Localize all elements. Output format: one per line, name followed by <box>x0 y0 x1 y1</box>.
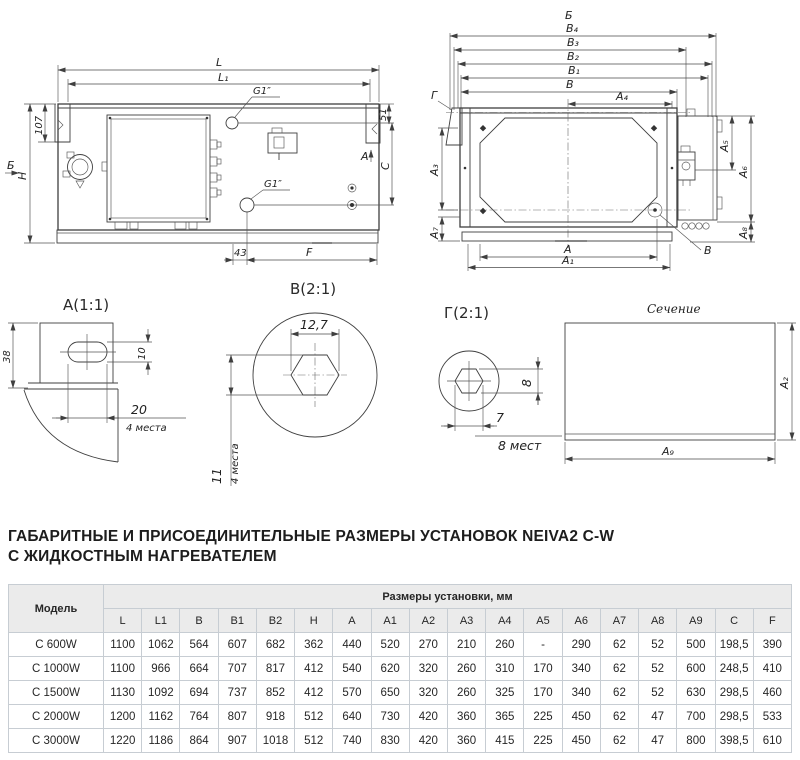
value-cell: 707 <box>218 657 256 681</box>
value-cell: 325 <box>486 681 524 705</box>
page-title-line1: ГАБАРИТНЫЕ И ПРИСОЕДИНИТЕЛЬНЫЕ РАЗМЕРЫ УСТАНОВОК NEIVA2 C-W <box>8 528 615 545</box>
value-cell: 365 <box>486 705 524 729</box>
value-cell: 512 <box>295 729 333 753</box>
dim-label-B4: B₄ <box>566 22 578 35</box>
value-cell: 830 <box>371 729 409 753</box>
value-cell: 47 <box>639 705 677 729</box>
value-cell: 420 <box>409 729 447 753</box>
value-cell: 62 <box>600 681 638 705</box>
value-cell: 450 <box>562 729 600 753</box>
value-cell: 817 <box>256 657 294 681</box>
value-cell: 1100 <box>104 633 142 657</box>
table-subheader-row <box>9 609 792 633</box>
table-header-row <box>9 585 792 609</box>
value-cell: 1062 <box>142 633 180 657</box>
dim-label-38: 38 <box>2 350 13 363</box>
value-cell: 210 <box>447 633 485 657</box>
size-group-header: Размеры установки, мм <box>104 585 792 609</box>
dim-column-header: A7 <box>600 609 638 633</box>
detail-a-title: А(1:1) <box>63 296 110 314</box>
dim-label-11: 11 <box>209 468 224 484</box>
dim-label-C: C <box>379 162 392 170</box>
value-cell: 1018 <box>256 729 294 753</box>
value-cell: 52 <box>639 657 677 681</box>
value-cell: 682 <box>256 633 294 657</box>
value-cell: 600 <box>677 657 715 681</box>
value-cell: 1100 <box>104 657 142 681</box>
value-cell: 52 <box>639 633 677 657</box>
value-cell: 570 <box>333 681 371 705</box>
value-cell: 260 <box>447 681 485 705</box>
value-cell: 420 <box>409 705 447 729</box>
value-cell: 362 <box>295 633 333 657</box>
value-cell: 807 <box>218 705 256 729</box>
model-column-header: Модель <box>9 585 104 633</box>
value-cell: 360 <box>447 705 485 729</box>
dim-column-header: A3 <box>447 609 485 633</box>
dim-label-43: 43 <box>234 248 247 259</box>
value-cell: 290 <box>562 633 600 657</box>
dim-column-header: B2 <box>256 609 294 633</box>
value-cell: 730 <box>371 705 409 729</box>
front-view-drawing <box>428 9 755 271</box>
value-cell: 540 <box>333 657 371 681</box>
detail-g-places: 8 мест <box>498 438 542 453</box>
dim-label-A9: A₉ <box>662 445 674 458</box>
model-cell: С 600W <box>9 633 104 657</box>
value-cell: 170 <box>524 657 562 681</box>
value-cell: 62 <box>600 657 638 681</box>
dim-label-A4: A₄ <box>616 90 628 103</box>
value-cell: 1200 <box>104 705 142 729</box>
value-cell: 298,5 <box>715 681 753 705</box>
dim-label-B2: B₂ <box>567 50 579 63</box>
value-cell: 664 <box>180 657 218 681</box>
value-cell: 864 <box>180 729 218 753</box>
value-cell: 740 <box>333 729 371 753</box>
value-cell: 630 <box>677 681 715 705</box>
dim-column-header: B <box>180 609 218 633</box>
dim-label-A: A <box>564 243 572 256</box>
model-cell: С 3000W <box>9 729 104 753</box>
value-cell: 607 <box>218 633 256 657</box>
detail-a-places: 4 места <box>126 423 167 434</box>
dim-label-12-7: 12,7 <box>300 317 328 332</box>
value-cell: - <box>524 633 562 657</box>
value-cell: 62 <box>600 633 638 657</box>
table-row <box>9 633 792 657</box>
value-cell: 800 <box>677 729 715 753</box>
dim-label-B1: B₁ <box>568 64 580 77</box>
page-title-line2: С ЖИДКОСТНЫМ НАГРЕВАТЕЛЕМ <box>8 548 277 565</box>
dim-label-A-arrow: A <box>361 150 369 163</box>
dim-column-header: L1 <box>142 609 180 633</box>
section-title: Сечение <box>647 302 701 316</box>
detail-a-drawing <box>2 296 186 462</box>
model-cell: С 1000W <box>9 657 104 681</box>
value-cell: 460 <box>753 681 791 705</box>
dim-label-A8: A₈ <box>737 227 750 239</box>
dim-label-107: 107 <box>34 115 45 135</box>
value-cell: 52 <box>639 681 677 705</box>
dim-column-header: A2 <box>409 609 447 633</box>
dim-column-header: A5 <box>524 609 562 633</box>
view-title: Б <box>565 9 573 22</box>
value-cell: 47 <box>639 729 677 753</box>
value-cell: 512 <box>295 705 333 729</box>
dim-label-8: 8 <box>519 379 534 387</box>
dim-label-L1: L₁ <box>218 71 229 84</box>
dim-label-7: 7 <box>496 410 504 425</box>
value-cell: 340 <box>562 657 600 681</box>
value-cell: 260 <box>486 633 524 657</box>
dim-column-header: A6 <box>562 609 600 633</box>
model-cell: С 2000W <box>9 705 104 729</box>
value-cell: 62 <box>600 729 638 753</box>
value-cell: 225 <box>524 705 562 729</box>
value-cell: 907 <box>218 729 256 753</box>
dim-column-header: H <box>295 609 333 633</box>
dim-label-51: 51 <box>378 108 389 121</box>
value-cell: 1162 <box>142 705 180 729</box>
value-cell: 298,5 <box>715 705 753 729</box>
value-cell: 340 <box>562 681 600 705</box>
value-cell: 620 <box>371 657 409 681</box>
detail-b-title: В(2:1) <box>290 280 337 298</box>
detail-g-title: Г(2:1) <box>444 304 489 322</box>
dim-column-header: F <box>753 609 791 633</box>
value-cell: 450 <box>562 705 600 729</box>
dim-column-header: A4 <box>486 609 524 633</box>
value-cell: 248,5 <box>715 657 753 681</box>
value-cell: 1092 <box>142 681 180 705</box>
value-cell: 412 <box>295 657 333 681</box>
dim-label-B: B <box>566 78 574 91</box>
detail-g-drawing <box>439 304 562 453</box>
detail-callout-B: B <box>704 244 712 257</box>
value-cell: 198,5 <box>715 633 753 657</box>
value-cell: 170 <box>524 681 562 705</box>
value-cell: 1186 <box>142 729 180 753</box>
value-cell: 650 <box>371 681 409 705</box>
value-cell: 310 <box>486 657 524 681</box>
value-cell: 640 <box>333 705 371 729</box>
dim-label-A3: A₃ <box>428 164 441 176</box>
value-cell: 320 <box>409 657 447 681</box>
dimensions-table <box>8 584 792 753</box>
value-cell: 610 <box>753 729 791 753</box>
dim-column-header: B1 <box>218 609 256 633</box>
value-cell: 62 <box>600 705 638 729</box>
value-cell: 270 <box>409 633 447 657</box>
page-title <box>8 527 788 567</box>
dim-column-header: L <box>104 609 142 633</box>
value-cell: 1130 <box>104 681 142 705</box>
dim-label-L: L <box>216 56 223 69</box>
dim-label-A5: A₅ <box>718 140 731 152</box>
dim-column-header: A <box>333 609 371 633</box>
value-cell: 737 <box>218 681 256 705</box>
value-cell: 398,5 <box>715 729 753 753</box>
dim-label-A6: A₆ <box>737 166 750 178</box>
value-cell: 533 <box>753 705 791 729</box>
dim-label-20: 20 <box>131 402 147 417</box>
value-cell: 694 <box>180 681 218 705</box>
side-view-drawing <box>5 56 394 265</box>
value-cell: 1220 <box>104 729 142 753</box>
value-cell: 260 <box>447 657 485 681</box>
value-cell: 225 <box>524 729 562 753</box>
value-cell: 918 <box>256 705 294 729</box>
dim-label-B3: B₃ <box>567 36 579 49</box>
dim-label-10: 10 <box>137 347 148 360</box>
value-cell: 852 <box>256 681 294 705</box>
value-cell: 360 <box>447 729 485 753</box>
detail-b-drawing <box>209 280 377 486</box>
value-cell: 966 <box>142 657 180 681</box>
view-direction-label: Б <box>7 159 15 172</box>
dim-label-A2: A₂ <box>778 377 791 389</box>
value-cell: 412 <box>295 681 333 705</box>
value-cell: 520 <box>371 633 409 657</box>
table-row <box>9 657 792 681</box>
g1-top-label: G1″ <box>253 86 271 97</box>
dim-column-header: C <box>715 609 753 633</box>
value-cell: 390 <box>753 633 791 657</box>
table-row <box>9 729 792 753</box>
dim-label-A1: A₁ <box>562 254 574 267</box>
dim-label-F: F <box>306 246 313 259</box>
detail-b-places: 4 места <box>230 443 241 484</box>
dim-column-header: A8 <box>639 609 677 633</box>
value-cell: 764 <box>180 705 218 729</box>
model-cell: С 1500W <box>9 681 104 705</box>
dim-column-header: A1 <box>371 609 409 633</box>
detail-callout-G: Г <box>431 89 438 102</box>
section-drawing <box>565 302 796 464</box>
value-cell: 410 <box>753 657 791 681</box>
value-cell: 700 <box>677 705 715 729</box>
value-cell: 440 <box>333 633 371 657</box>
dim-label-A7: A₇ <box>428 227 441 239</box>
g1-bottom-label: G1″ <box>264 179 282 190</box>
table-row <box>9 681 792 705</box>
value-cell: 415 <box>486 729 524 753</box>
table-row <box>9 705 792 729</box>
value-cell: 500 <box>677 633 715 657</box>
value-cell: 564 <box>180 633 218 657</box>
dim-label-H: H <box>16 171 29 180</box>
dim-column-header: A9 <box>677 609 715 633</box>
value-cell: 320 <box>409 681 447 705</box>
